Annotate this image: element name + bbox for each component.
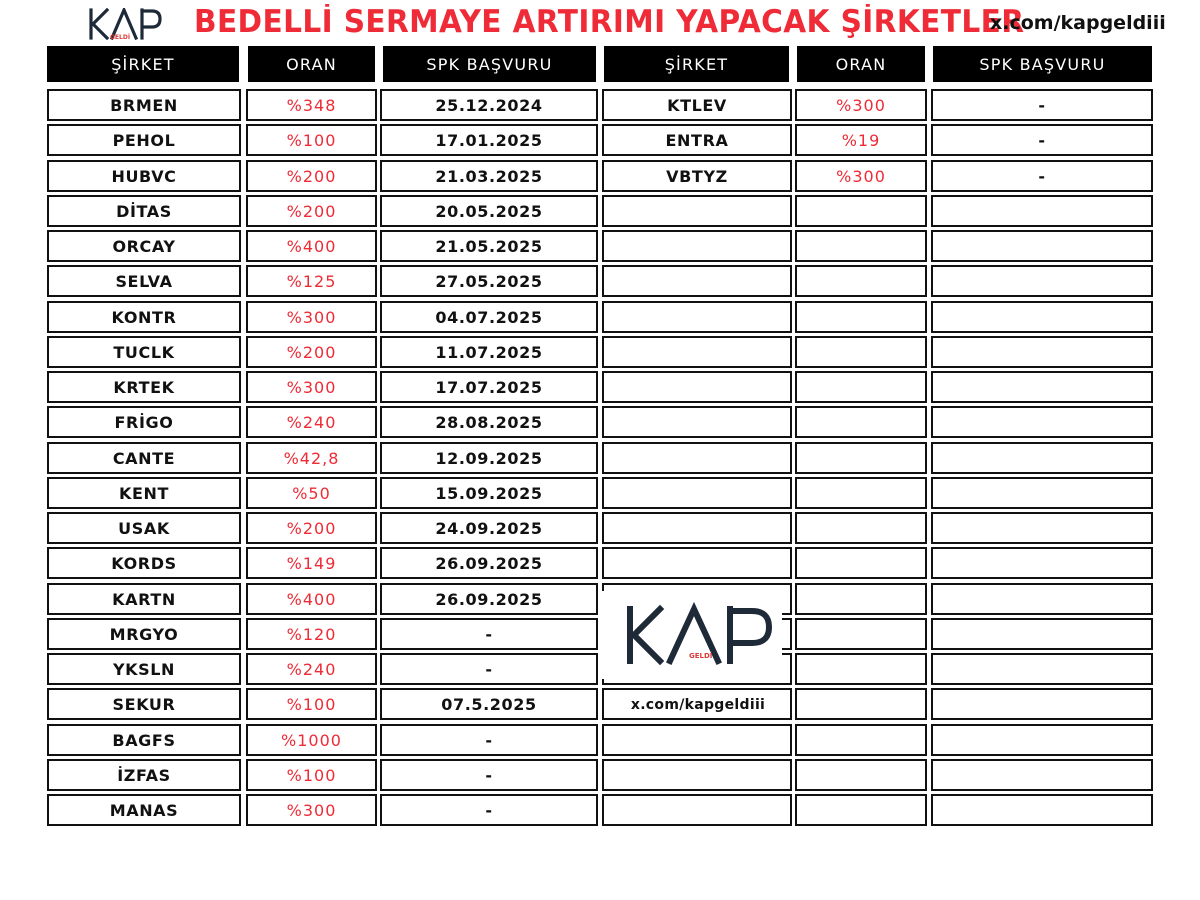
- right-company-cell: VBTYZ: [602, 160, 792, 192]
- left-rate-cell: %300: [246, 794, 377, 826]
- left-rate-cell: %200: [246, 512, 377, 544]
- right-rate-cell: [795, 301, 927, 333]
- left-date-cell: 20.05.2025: [380, 195, 598, 227]
- left-date-cell: 26.09.2025: [380, 547, 598, 579]
- logo-sub-text: GELDİ: [110, 34, 131, 41]
- right-date-cell: [931, 301, 1153, 333]
- left-rate-cell: %100: [246, 124, 377, 156]
- left-rate-cell: %200: [246, 336, 377, 368]
- right-date-cell: [931, 653, 1153, 685]
- left-company-cell: USAK: [47, 512, 241, 544]
- left-company-cell: KRTEK: [47, 371, 241, 403]
- left-rate-cell: %200: [246, 160, 377, 192]
- left-date-cell: 25.12.2024: [380, 89, 598, 121]
- right-date-cell: [931, 547, 1153, 579]
- right-date-cell: -: [931, 160, 1153, 192]
- right-rate-cell: [795, 583, 927, 615]
- right-rate-cell: [795, 477, 927, 509]
- left-company-cell: KARTN: [47, 583, 241, 615]
- right-rate-cell: [795, 618, 927, 650]
- right-date-cell: [931, 406, 1153, 438]
- page-title: BEDELLİ SERMAYE ARTIRIMI YAPACAK ŞİRKETLER: [194, 4, 1025, 40]
- right-date-cell: [931, 724, 1153, 756]
- right-company-cell: ENTRA: [602, 124, 792, 156]
- left-rate-cell: %240: [246, 653, 377, 685]
- right-rate-cell: [795, 195, 927, 227]
- left-company-cell: SEKUR: [47, 688, 241, 720]
- right-rate-cell: [795, 371, 927, 403]
- col-header-rate: ORAN: [248, 46, 375, 82]
- col-header-spk-2: SPK BAŞVURU: [933, 46, 1152, 82]
- watermark: [602, 591, 782, 679]
- right-company-cell: [602, 301, 792, 333]
- site-link[interactable]: x.com/kapgeldiii: [990, 12, 1166, 34]
- col-header-rate-2: ORAN: [797, 46, 925, 82]
- left-company-cell: TUCLK: [47, 336, 241, 368]
- right-date-cell: -: [931, 124, 1153, 156]
- watermark-sub-text: GELDİ: [689, 652, 713, 660]
- right-date-cell: [931, 583, 1153, 615]
- col-header-company: ŞİRKET: [47, 46, 239, 82]
- left-rate-cell: %42,8: [246, 442, 377, 474]
- left-company-cell: MANAS: [47, 794, 241, 826]
- left-rate-cell: %149: [246, 547, 377, 579]
- left-date-cell: 07.5.2025: [380, 688, 598, 720]
- right-company-cell: [602, 512, 792, 544]
- left-rate-cell: %348: [246, 89, 377, 121]
- right-company-cell: KTLEV: [602, 89, 792, 121]
- right-rate-cell: [795, 512, 927, 544]
- left-date-cell: -: [380, 794, 598, 826]
- left-company-cell: MRGYO: [47, 618, 241, 650]
- left-company-cell: HUBVC: [47, 160, 241, 192]
- left-company-cell: FRİGO: [47, 406, 241, 438]
- right-company-cell: [602, 406, 792, 438]
- left-date-cell: 21.05.2025: [380, 230, 598, 262]
- left-rate-cell: %100: [246, 688, 377, 720]
- right-rate-cell: [795, 336, 927, 368]
- right-company-cell: [602, 724, 792, 756]
- left-date-cell: 27.05.2025: [380, 265, 598, 297]
- left-rate-cell: %1000: [246, 724, 377, 756]
- left-rate-cell: %120: [246, 618, 377, 650]
- left-date-cell: 24.09.2025: [380, 512, 598, 544]
- right-company-cell: [602, 230, 792, 262]
- right-rate-cell: [795, 442, 927, 474]
- right-rate-cell: [795, 724, 927, 756]
- right-company-cell: [602, 336, 792, 368]
- left-rate-cell: %125: [246, 265, 377, 297]
- right-date-cell: [931, 688, 1153, 720]
- right-date-cell: [931, 230, 1153, 262]
- right-rate-cell: %300: [795, 160, 927, 192]
- left-company-cell: BRMEN: [47, 89, 241, 121]
- left-date-cell: 26.09.2025: [380, 583, 598, 615]
- right-rate-cell: [795, 759, 927, 791]
- left-company-cell: SELVA: [47, 265, 241, 297]
- left-company-cell: PEHOL: [47, 124, 241, 156]
- left-date-cell: 11.07.2025: [380, 336, 598, 368]
- left-rate-cell: %400: [246, 583, 377, 615]
- right-date-cell: [931, 794, 1153, 826]
- right-company-cell: [602, 195, 792, 227]
- right-date-cell: [931, 371, 1153, 403]
- left-rate-cell: %300: [246, 371, 377, 403]
- right-date-cell: [931, 336, 1153, 368]
- watermark-url[interactable]: x.com/kapgeldiii: [630, 697, 766, 713]
- left-rate-cell: %240: [246, 406, 377, 438]
- right-rate-cell: %300: [795, 89, 927, 121]
- right-rate-cell: [795, 688, 927, 720]
- left-date-cell: 12.09.2025: [380, 442, 598, 474]
- right-rate-cell: %19: [795, 124, 927, 156]
- right-company-cell: [602, 547, 792, 579]
- kap-watermark-logo: [602, 591, 782, 679]
- right-company-cell: [602, 794, 792, 826]
- right-company-cell: [602, 477, 792, 509]
- left-company-cell: İZFAS: [47, 759, 241, 791]
- left-date-cell: 21.03.2025: [380, 160, 598, 192]
- left-company-cell: DİTAS: [47, 195, 241, 227]
- left-rate-cell: %100: [246, 759, 377, 791]
- right-rate-cell: [795, 265, 927, 297]
- left-date-cell: 17.07.2025: [380, 371, 598, 403]
- right-date-cell: [931, 442, 1153, 474]
- left-company-cell: YKSLN: [47, 653, 241, 685]
- right-rate-cell: [795, 230, 927, 262]
- col-header-company-2: ŞİRKET: [604, 46, 789, 82]
- left-date-cell: -: [380, 724, 598, 756]
- right-date-cell: -: [931, 89, 1153, 121]
- left-date-cell: -: [380, 618, 598, 650]
- left-company-cell: KORDS: [47, 547, 241, 579]
- left-company-cell: BAGFS: [47, 724, 241, 756]
- right-company-cell: [602, 265, 792, 297]
- col-header-spk: SPK BAŞVURU: [383, 46, 596, 82]
- right-rate-cell: [795, 794, 927, 826]
- right-date-cell: [931, 759, 1153, 791]
- left-rate-cell: %400: [246, 230, 377, 262]
- left-company-cell: CANTE: [47, 442, 241, 474]
- right-date-cell: [931, 477, 1153, 509]
- right-company-cell: [602, 371, 792, 403]
- right-date-cell: [931, 195, 1153, 227]
- left-rate-cell: %50: [246, 477, 377, 509]
- left-date-cell: 15.09.2025: [380, 477, 598, 509]
- left-date-cell: 28.08.2025: [380, 406, 598, 438]
- left-date-cell: -: [380, 653, 598, 685]
- right-company-cell: [602, 442, 792, 474]
- left-date-cell: 04.07.2025: [380, 301, 598, 333]
- right-company-cell: [602, 759, 792, 791]
- left-company-cell: ORCAY: [47, 230, 241, 262]
- left-company-cell: KONTR: [47, 301, 241, 333]
- right-date-cell: [931, 618, 1153, 650]
- right-rate-cell: [795, 653, 927, 685]
- right-date-cell: [931, 265, 1153, 297]
- right-rate-cell: [795, 547, 927, 579]
- right-date-cell: [931, 512, 1153, 544]
- left-rate-cell: %300: [246, 301, 377, 333]
- right-rate-cell: [795, 406, 927, 438]
- left-date-cell: -: [380, 759, 598, 791]
- left-rate-cell: %200: [246, 195, 377, 227]
- left-company-cell: KENT: [47, 477, 241, 509]
- left-date-cell: 17.01.2025: [380, 124, 598, 156]
